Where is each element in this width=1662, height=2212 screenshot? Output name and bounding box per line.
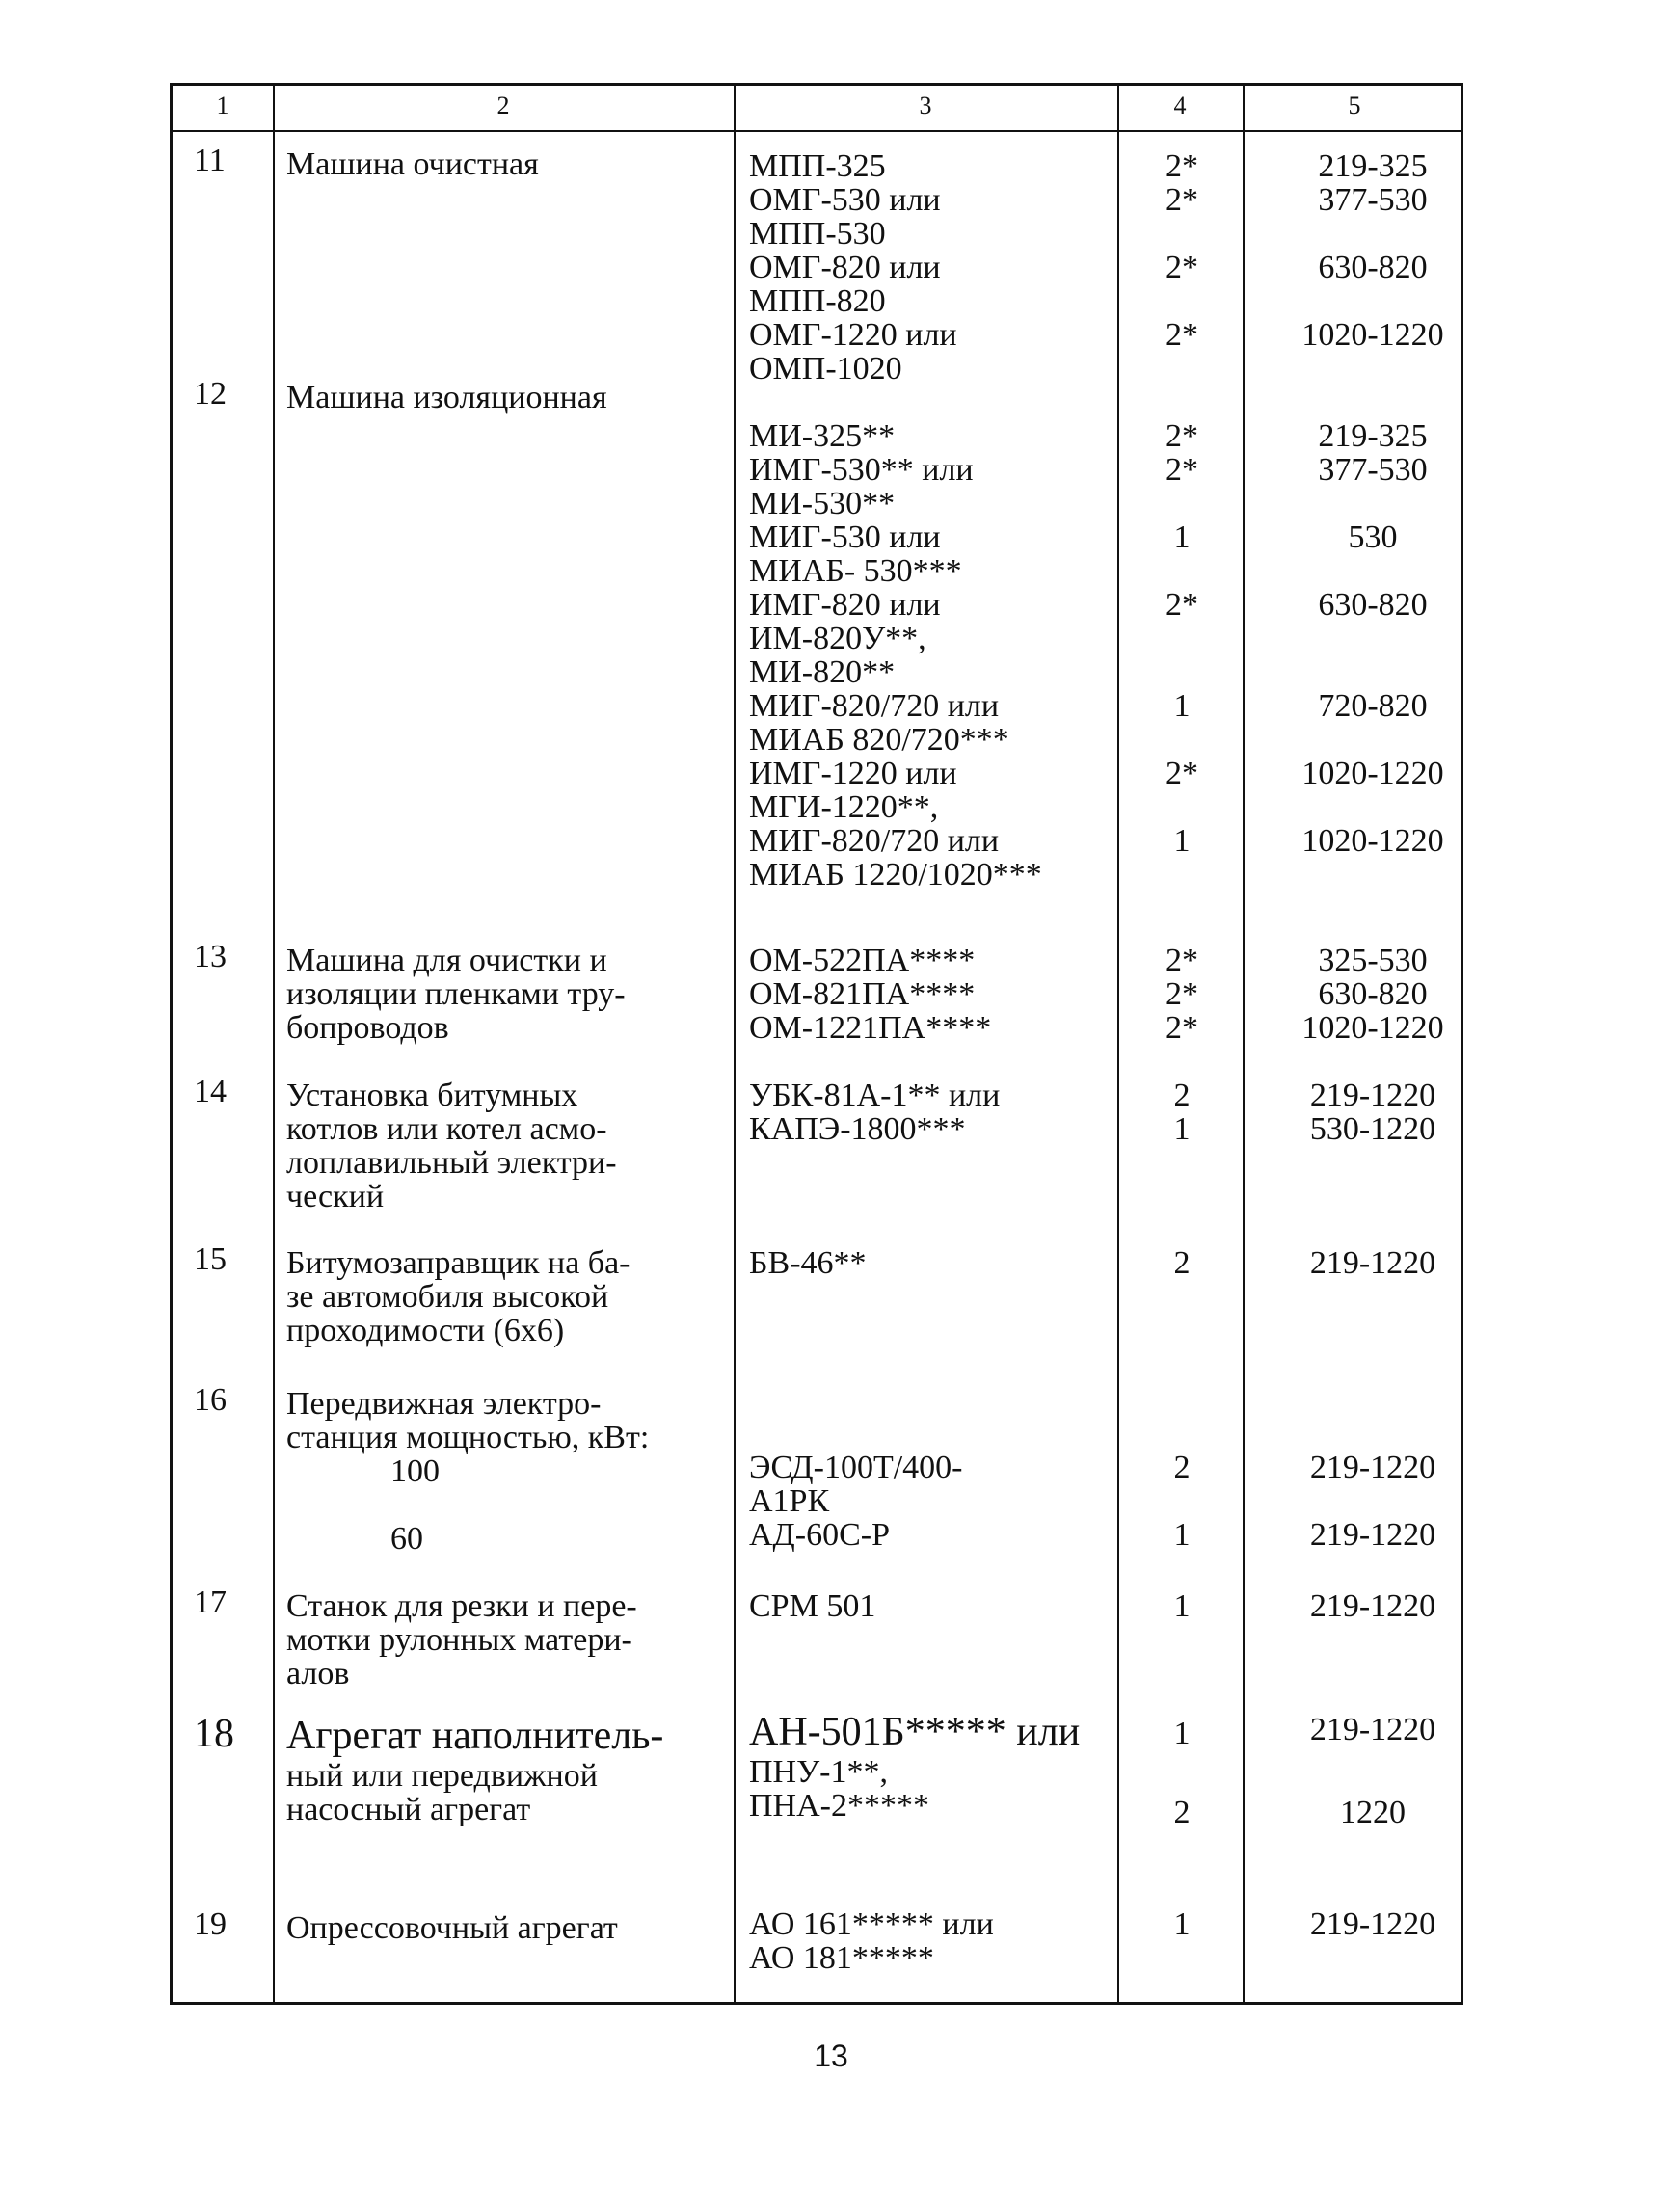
row-number: 17 [194,1585,227,1620]
equipment-quantity: 2* 2* 1 2* 1 2* 1 [1166,418,1198,859]
equipment-quantity: 2* 2* 2* 2* [1166,148,1198,353]
equipment-name: Машина для очистки и изоляции пленками тру- бопроводов [286,943,626,1046]
equipment-quantity: 2 [1173,1450,1191,1485]
pipe-diameter: 219-1220 [1309,1517,1436,1553]
pipe-diameter: 219-1220 [1309,1906,1436,1942]
equipment-model: УБК-81А-1** или КАПЭ-1800*** [749,1078,1001,1147]
pipe-diameter: 1220 [1340,1795,1406,1830]
pipe-diameter: 219-1220 [1309,1712,1436,1747]
header-divider [173,130,1461,132]
equipment-model: СРМ 501 [749,1588,876,1624]
equipment-name: Опрессовочный агрегат [286,1910,618,1946]
power-value: 60 [390,1521,423,1557]
pipe-diameter: 219-1220 [1309,1245,1436,1281]
equipment-quantity: 1 [1173,1517,1191,1553]
equipment-quantity: 1 [1173,1906,1191,1942]
power-value: 100 [390,1453,440,1489]
equipment-quantity: 2 [1173,1245,1191,1281]
equipment-name: Агрегат наполнитель- [286,1714,664,1758]
equipment-model: МПП-325 ОМГ-530 или МПП-530 ОМГ-820 или МПП-820 ОМГ-1220 или ОМП-1020 [749,148,957,386]
equipment-quantity: 1 [1173,1588,1191,1624]
equipment-name-continued: ный или передвижной насосный агрегат [286,1758,598,1827]
row-number: 13 [194,939,227,974]
row-number: 19 [194,1906,227,1942]
pipe-diameter: 325-530 630-820 1020-1220 [1301,943,1444,1046]
column-divider [734,86,736,2002]
equipment-model: БВ-46** [749,1245,867,1281]
equipment-model: АД-60С-Р [749,1517,890,1553]
pipe-diameter: 219-1220 [1309,1588,1436,1624]
column-header-5: 5 [1348,92,1361,120]
pipe-diameter: 219-325 377-530 630-820 1020-1220 [1301,148,1444,353]
equipment-name: Машина изоляционная [286,380,607,415]
row-number: 15 [194,1241,227,1277]
equipment-name: Передвижная электро- станция мощностью, кВт: [286,1386,650,1455]
row-number: 16 [194,1382,227,1418]
row-number: 12 [194,376,227,412]
page-number: 13 [814,2039,848,2073]
equipment-quantity: 2* 2* 2* [1166,943,1198,1046]
column-header-1: 1 [216,92,229,120]
equipment-model: АН-501Б***** или [749,1710,1081,1754]
equipment-model: АО 161***** или АО 181***** [749,1906,994,1976]
equipment-name: Машина очистная [286,147,539,182]
row-number: 14 [194,1074,227,1109]
pipe-diameter: 219-1220 [1309,1450,1436,1485]
equipment-name: Станок для резки и пере- мотки рулонных матери- алов [286,1588,637,1692]
equipment-quantity: 2 [1173,1795,1191,1830]
row-number: 18 [194,1712,234,1756]
column-header-4: 4 [1173,92,1187,120]
pipe-diameter: 219-1220 530-1220 [1309,1078,1436,1147]
equipment-model: ОМ-522ПА**** ОМ-821ПА**** ОМ-1221ПА**** [749,943,992,1046]
column-header-3: 3 [919,92,932,120]
equipment-model-continued: ПНУ-1**, ПНА-2***** [749,1754,929,1824]
column-divider [273,86,275,2002]
equipment-name: Установка битумных котлов или котел асмо- лоплавильный электри- ческий [286,1078,617,1214]
row-number: 11 [194,143,226,178]
equipment-model: МИ-325** ИМГ-530** или МИ-530** МИГ-530 или МИАБ- 530*** ИМГ-820 или ИМ-820У**, МИ-820** МИГ-820/720 или МИАБ 820/720*** ИМГ-1220 или МГИ-1220**, МИГ-820/720 или МИАБ 1220/1020*** [749,418,1042,893]
column-divider [1117,86,1119,2002]
column-divider [1243,86,1245,2002]
pipe-diameter: 219-325 377-530 530 630-820 720-820 1020-1220 1020-1220 [1301,418,1444,859]
equipment-name: Битумозаправщик на ба- зе автомобиля высокой проходимости (6х6) [286,1245,630,1348]
equipment-table [170,83,1463,2005]
equipment-model: ЭСД-100Т/400- А1РК [749,1450,963,1519]
equipment-quantity: 1 [1173,1716,1191,1751]
equipment-quantity: 2 1 [1173,1078,1191,1147]
column-header-2: 2 [496,92,510,120]
